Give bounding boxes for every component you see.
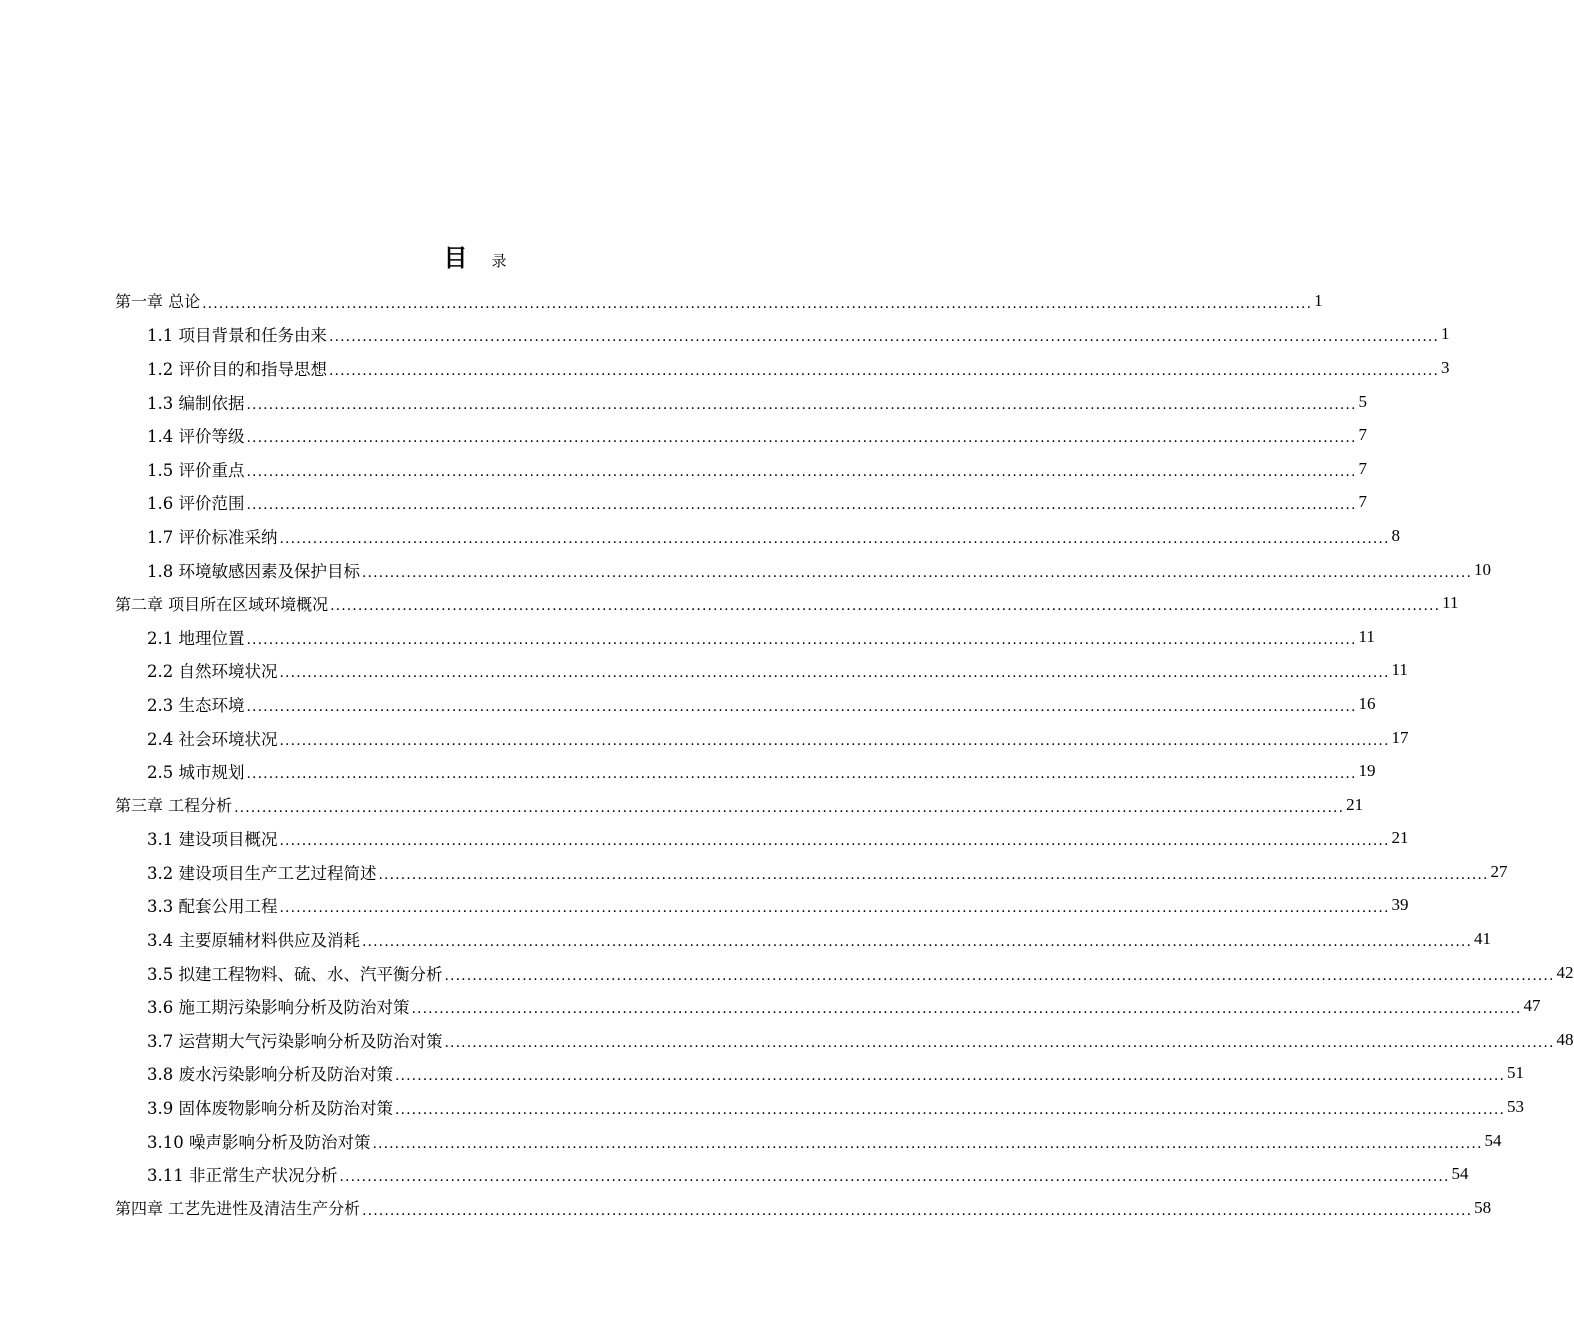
toc-dot-leader: ........................................................................................................................................................................................................	[444, 1034, 1555, 1051]
toc-page-number: 54	[1484, 1130, 1502, 1150]
toc-page-number: 48	[1556, 1029, 1574, 1049]
toc-page-number: 54	[1451, 1164, 1469, 1184]
toc-dot-leader: ........................................................................................................................................................................................................	[330, 598, 1441, 615]
toc-section-row[interactable]	[0, 989, 1541, 1023]
toc-chapter-row[interactable]	[0, 586, 1459, 620]
toc-section-row[interactable]	[0, 687, 1376, 721]
toc-dot-leader: ........................................................................................................................................................................................................	[411, 1001, 1522, 1018]
toc-entry-label: 1.2 评价目的和指导思想	[147, 359, 327, 379]
toc-dot-leader: ........................................................................................................................................................................................................	[362, 934, 1473, 951]
toc-dot-leader: ........................................................................................................................................................................................................	[246, 430, 1357, 447]
toc-section-row[interactable]	[0, 452, 1368, 486]
toc-entry-label: 第二章 项目所在区域环境概况	[115, 594, 329, 614]
toc-dot-leader: ........................................................................................................................................................................................................	[372, 1135, 1483, 1152]
toc-entry-label: 3.11 非正常生产状况分析	[147, 1166, 338, 1186]
toc-entry-label: 1.4 评价等级	[147, 427, 245, 447]
toc-section-row[interactable]	[0, 956, 1574, 990]
toc-section-row[interactable]	[0, 620, 1375, 654]
toc-section-row[interactable]	[0, 721, 1409, 755]
toc-page-number: 19	[1358, 761, 1376, 781]
toc-page-number: 11	[1391, 660, 1408, 680]
toc-section-row[interactable]	[0, 553, 1492, 587]
toc-page-number: 7	[1358, 492, 1368, 512]
toc-page-number: 1	[1441, 324, 1450, 344]
toc-entry-label: 3.4 主要原辅材料供应及消耗	[147, 931, 360, 951]
toc-dot-leader: ........................................................................................................................................................................................................	[279, 833, 1390, 850]
toc-entry-label: 1.1 项目背景和任务由来	[147, 326, 327, 346]
toc-dot-leader: ........................................................................................................................................................................................................	[246, 698, 1357, 715]
toc-title	[0, 238, 950, 273]
toc-page-number: 39	[1391, 895, 1409, 915]
toc-page-number: 11	[1442, 593, 1459, 613]
toc-section-row[interactable]	[0, 889, 1409, 923]
toc-page-number: 5	[1358, 391, 1368, 411]
toc-entry-label: 3.7 运营期大气污染影响分析及防治对策	[147, 1031, 443, 1051]
toc-entry-label: 3.8 废水污染影响分析及防治对策	[147, 1065, 393, 1085]
toc-chapter-row[interactable]	[0, 1191, 1492, 1225]
toc-title-secondary: 录	[491, 252, 507, 270]
toc-page-number: 51	[1507, 1063, 1525, 1083]
toc-entry-label: 3.3 配套公用工程	[147, 897, 278, 917]
toc-dot-leader: ........................................................................................................................................................................................................	[246, 631, 1357, 648]
toc-dot-leader: ........................................................................................................................................................................................................	[329, 329, 1440, 346]
toc-dot-leader: ........................................................................................................................................................................................................	[362, 564, 1473, 581]
toc-page-number: 27	[1490, 861, 1508, 881]
toc-dot-leader: ........................................................................................................................................................................................................	[362, 1202, 1473, 1219]
toc-page-number: 17	[1391, 727, 1409, 747]
toc-dot-leader: ........................................................................................................................................................................................................	[444, 967, 1555, 984]
toc-dot-leader: ........................................................................................................................................................................................................	[378, 866, 1489, 883]
toc-dot-leader: ........................................................................................................................................................................................................	[234, 799, 1345, 816]
toc-dot-leader: ........................................................................................................................................................................................................	[246, 463, 1357, 480]
toc-title-main: 目	[443, 244, 468, 272]
toc-entry-label: 1.8 环境敏感因素及保护目标	[147, 561, 360, 581]
toc-section-row[interactable]	[0, 351, 1450, 385]
toc-entry-label: 3.2 建设项目生产工艺过程简述	[147, 863, 377, 883]
toc-page-number: 16	[1358, 693, 1376, 713]
toc-section-row[interactable]	[0, 418, 1368, 452]
toc-page-number: 47	[1523, 996, 1541, 1016]
toc-section-row[interactable]	[0, 1023, 1574, 1057]
toc-dot-leader: ........................................................................................................................................................................................................	[279, 665, 1390, 682]
toc-dot-leader: ........................................................................................................................................................................................................	[395, 1068, 1506, 1085]
toc-dot-leader: ........................................................................................................................................................................................................	[329, 362, 1440, 379]
toc-dot-leader: ........................................................................................................................................................................................................	[279, 530, 1390, 547]
toc-section-row[interactable]	[0, 318, 1450, 352]
toc-list	[0, 284, 1574, 1225]
toc-section-row[interactable]	[0, 822, 1409, 856]
toc-page-number: 3	[1441, 357, 1450, 377]
toc-entry-label: 1.6 评价范围	[147, 494, 245, 514]
toc-section-row[interactable]	[0, 486, 1368, 520]
toc-entry-label: 3.6 施工期污染影响分析及防治对策	[147, 998, 410, 1018]
toc-dot-leader: ........................................................................................................................................................................................................	[279, 900, 1390, 917]
toc-section-row[interactable]	[0, 1157, 1469, 1191]
toc-dot-leader: ........................................................................................................................................................................................................	[246, 396, 1357, 413]
toc-page-number: 10	[1474, 559, 1492, 579]
toc-chapter-row[interactable]	[0, 788, 1364, 822]
toc-dot-leader: ........................................................................................................................................................................................................	[339, 1169, 1450, 1186]
toc-entry-label: 3.1 建设项目概况	[147, 830, 278, 850]
toc-page-number: 11	[1358, 626, 1375, 646]
toc-entry-label: 1.5 评价重点	[147, 460, 245, 480]
toc-section-row[interactable]	[0, 1057, 1525, 1091]
toc-dot-leader: ........................................................................................................................................................................................................	[246, 766, 1357, 783]
toc-entry-label: 第一章 总论	[115, 292, 201, 312]
toc-dot-leader: ........................................................................................................................................................................................................	[279, 732, 1390, 749]
toc-page-number: 21	[1391, 828, 1409, 848]
toc-entry-label: 1.3 编制依据	[147, 393, 245, 413]
toc-section-row[interactable]	[0, 855, 1508, 889]
toc-page-number: 41	[1474, 929, 1492, 949]
toc-dot-leader: ........................................................................................................................................................................................................	[202, 295, 1313, 312]
toc-entry-label: 第四章 工艺先进性及清洁生产分析	[115, 1199, 361, 1219]
toc-entry-label: 2.5 城市规划	[147, 763, 245, 783]
toc-section-row[interactable]	[0, 385, 1368, 419]
toc-section-row[interactable]	[0, 1124, 1502, 1158]
toc-entry-label: 2.4 社会环境状况	[147, 729, 278, 749]
toc-page-number: 21	[1346, 794, 1364, 814]
toc-entry-label: 2.2 自然环境状况	[147, 662, 278, 682]
toc-section-row[interactable]	[0, 754, 1376, 788]
toc-entry-label: 3.9 固体废物影响分析及防治对策	[147, 1099, 393, 1119]
toc-page-number: 42	[1556, 962, 1574, 982]
toc-section-row[interactable]	[0, 654, 1408, 688]
toc-section-row[interactable]	[0, 1090, 1525, 1124]
toc-entry-label: 3.5 拟建工程物料、硫、水、汽平衡分析	[147, 964, 443, 984]
toc-dot-leader: ........................................................................................................................................................................................................	[395, 1102, 1506, 1119]
toc-entry-label: 3.10 噪声影响分析及防治对策	[147, 1132, 371, 1152]
toc-page-number: 7	[1358, 425, 1368, 445]
toc-page-number: 53	[1507, 1097, 1525, 1117]
toc-chapter-row[interactable]	[0, 284, 1323, 318]
toc-entry-label: 1.7 评价标准采纳	[147, 527, 278, 547]
toc-entry-label: 第三章 工程分析	[115, 796, 233, 816]
toc-entry-label: 2.3 生态环境	[147, 695, 245, 715]
toc-page-number: 58	[1474, 1197, 1492, 1217]
toc-section-row[interactable]	[0, 519, 1401, 553]
toc-entry-label: 2.1 地理位置	[147, 628, 245, 648]
toc-section-row[interactable]	[0, 922, 1492, 956]
toc-dot-leader: ........................................................................................................................................................................................................	[246, 497, 1357, 514]
toc-page-number: 8	[1391, 525, 1401, 545]
toc-page-number: 7	[1358, 458, 1368, 478]
toc-page-number: 1	[1314, 290, 1323, 310]
